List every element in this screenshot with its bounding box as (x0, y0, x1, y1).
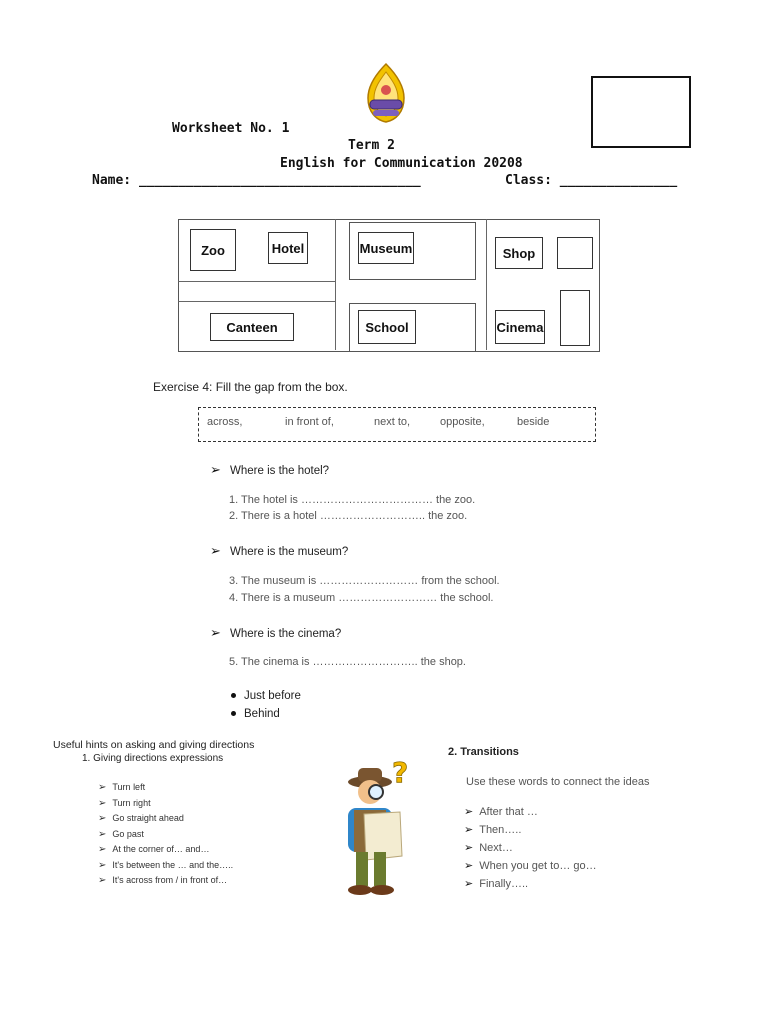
place-school: School (358, 310, 416, 344)
transition-item: ➢ After that … (464, 806, 538, 818)
arrow-bullet-icon: ➢ (98, 813, 107, 824)
transitions-list (464, 805, 597, 895)
arrow-bullet-icon: ➢ (464, 824, 474, 836)
map-divider (178, 301, 335, 302)
question-heading (210, 540, 348, 559)
exercise-title: Exercise 4: Fill the gap from the box. (153, 380, 348, 394)
direction-item: ➢ It's between the … and the….. (98, 859, 234, 871)
word-box-item: across, (207, 416, 243, 428)
map-divider (178, 281, 335, 282)
place-shop: Shop (495, 237, 543, 269)
arrow-bullet-icon: ➢ (464, 806, 474, 818)
map-divider (486, 219, 487, 350)
word-box-item: beside (517, 416, 550, 428)
transitions-subtitle: Use these words to connect the ideas (466, 776, 650, 788)
place-unnamed-2 (560, 290, 590, 346)
arrow-bullet-icon: ➢ (98, 828, 107, 840)
worksheet-title: Worksheet No. 1 (172, 121, 290, 136)
term-label: Term 2 (348, 138, 395, 153)
place-cinema: Cinema (495, 310, 545, 344)
question-item: 4. There is a museum ……………………… the school. (229, 592, 494, 604)
question-mark-icon: ? (392, 756, 409, 789)
arrow-bullet-icon: ➢ (464, 842, 474, 854)
name-blank[interactable]: ____________________________________ (138, 173, 421, 188)
arrow-bullet-icon: ➢ (98, 859, 107, 871)
bullet-item: Just before (231, 690, 301, 702)
word-box-item: next to, (374, 416, 411, 428)
question-heading (210, 459, 329, 478)
direction-item: ➢ Turn right (98, 797, 151, 809)
arrow-bullet-icon: ➢ (210, 463, 221, 478)
bullet-dot-icon (231, 711, 236, 716)
directions-list (98, 782, 233, 891)
direction-item: ➢ It's across from / in front of… (98, 875, 228, 886)
question-item: 3. The museum is ……………………… from the school. (229, 575, 500, 587)
corner-box (591, 76, 691, 148)
word-box (198, 407, 596, 442)
name-label: Name: (92, 173, 139, 188)
question-item: 5. The cinema is ……………………….. the shop. (229, 656, 466, 668)
arrow-bullet-icon: ➢ (98, 844, 107, 855)
transition-item: ➢ Next… (464, 842, 513, 854)
arrow-bullet-icon: ➢ (464, 878, 474, 890)
place-zoo: Zoo (190, 229, 236, 271)
question-heading-text: Where is the museum? (230, 546, 349, 558)
arrow-bullet-icon: ➢ (98, 797, 107, 809)
hints-title: Useful hints on asking and giving directions (53, 739, 255, 751)
place-museum: Museum (358, 232, 414, 264)
directions-section-title: 1. Giving directions expressions (82, 753, 224, 764)
class-blank[interactable]: _______________ (559, 173, 678, 188)
arrow-bullet-icon: ➢ (98, 782, 107, 793)
class-field (505, 173, 677, 188)
question-heading-text: Where is the cinema? (230, 628, 342, 640)
school-logo (364, 62, 408, 124)
question-item: 2. There is a hotel ……………………….. the zoo. (229, 510, 468, 522)
map-divider (335, 219, 336, 350)
transition-item: ➢ When you get to… go… (464, 860, 597, 872)
direction-item: ➢ At the corner of… and… (98, 844, 210, 855)
question-item: 1. The hotel is ……………………………… the zoo. (229, 494, 476, 506)
arrow-bullet-icon: ➢ (210, 544, 221, 559)
place-hotel: Hotel (268, 232, 308, 264)
bullet-item: Behind (231, 708, 280, 720)
direction-item: ➢ Go straight ahead (98, 813, 184, 824)
place-unnamed-1 (557, 237, 593, 269)
explorer-illustration (330, 756, 430, 902)
word-box-item: in front of, (285, 416, 334, 428)
arrow-bullet-icon: ➢ (98, 875, 107, 886)
class-label: Class: (505, 173, 560, 188)
arrow-bullet-icon: ➢ (464, 860, 474, 872)
direction-item: ➢ Go past (98, 828, 144, 840)
transition-item: ➢ Then….. (464, 824, 522, 836)
transition-item: ➢ Finally….. (464, 878, 529, 890)
question-heading-text: Where is the hotel? (230, 465, 330, 477)
name-field (92, 173, 421, 188)
question-heading (210, 622, 341, 641)
transitions-title: 2. Transitions (448, 746, 519, 758)
bullet-dot-icon (231, 693, 236, 698)
word-box-item: opposite, (440, 416, 485, 428)
direction-item: ➢ Turn left (98, 782, 146, 793)
course-title: English for Communication 20208 (280, 156, 523, 171)
place-canteen: Canteen (210, 313, 294, 341)
arrow-bullet-icon: ➢ (210, 626, 221, 641)
